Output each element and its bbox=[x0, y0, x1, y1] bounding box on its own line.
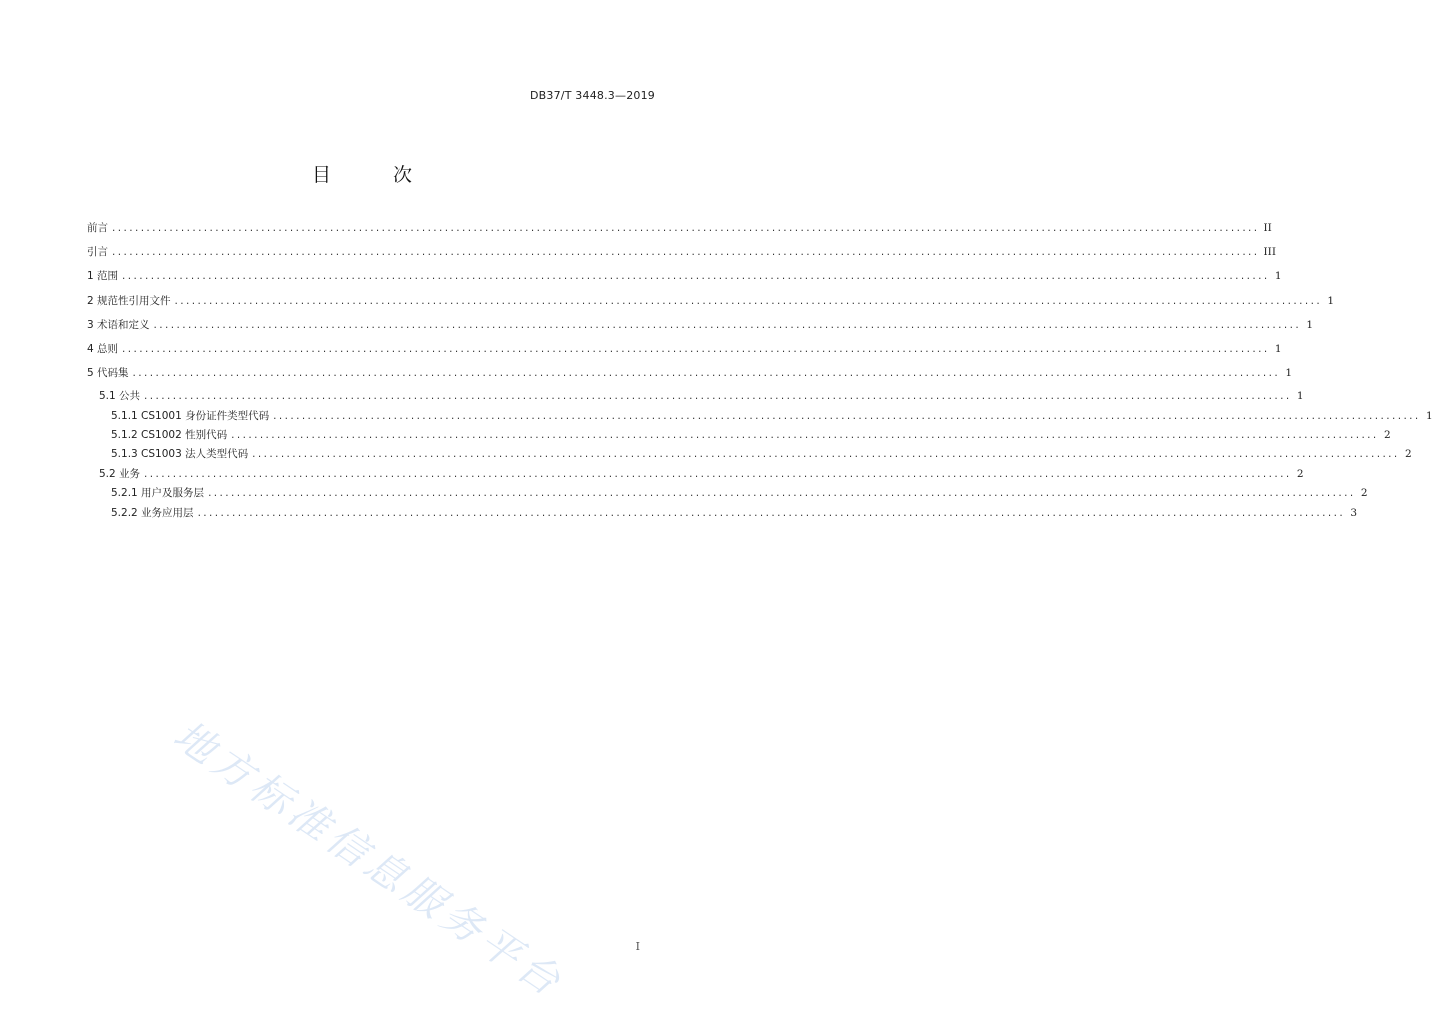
page-number: I bbox=[635, 940, 640, 953]
toc-entry-text: 5.2.2 业务应用层 bbox=[111, 506, 194, 519]
toc-leader-dots: ........................................................................................................................................................................................................ bbox=[231, 429, 1379, 442]
toc-entry[interactable] bbox=[87, 315, 1314, 339]
toc-leader-dots: ........................................................................................................................................................................................................ bbox=[112, 222, 1260, 234]
toc-entry-text: 4 总则 bbox=[87, 342, 119, 355]
toc-entry[interactable] bbox=[87, 266, 1282, 290]
watermark: 地方标准信息服务平台 bbox=[165, 712, 573, 1008]
toc-entry-text: 5.1.1 CS1001 身份证件类型代码 bbox=[111, 409, 270, 422]
toc-entry-page: 1 bbox=[1285, 367, 1293, 380]
toc-entry-page: 1 bbox=[1306, 318, 1314, 331]
toc-leader-dots: ........................................................................................................................................................................................................ bbox=[208, 487, 1356, 500]
toc-leader-dots: ........................................................................................................................................................................................................ bbox=[144, 467, 1292, 480]
toc-entry-text: 3 术语和定义 bbox=[87, 318, 150, 331]
toc-entry-page: II bbox=[1263, 222, 1272, 234]
table-of-contents bbox=[87, 218, 1433, 523]
toc-leader-dots: ........................................................................................................................................................................................................ bbox=[122, 342, 1270, 355]
toc-entry-text: 5.2 业务 bbox=[99, 467, 141, 480]
toc-leader-dots: ........................................................................................................................................................................................................ bbox=[197, 506, 1346, 519]
toc-entry-text: 前言 bbox=[87, 222, 108, 234]
toc-entry-page: 1 bbox=[1274, 270, 1282, 283]
toc-entry-text: 2 规范性引用文件 bbox=[87, 294, 171, 307]
toc-entry-page: 2 bbox=[1296, 467, 1304, 480]
toc-entry[interactable] bbox=[87, 426, 1391, 445]
toc-entry[interactable] bbox=[87, 445, 1412, 464]
toc-entry-text: 引言 bbox=[87, 246, 108, 259]
toc-entry[interactable] bbox=[87, 465, 1304, 484]
toc-title: 目 次 bbox=[311, 164, 441, 186]
toc-entry[interactable] bbox=[87, 291, 1335, 315]
toc-entry[interactable] bbox=[87, 218, 1272, 242]
toc-entry[interactable] bbox=[87, 504, 1358, 523]
toc-entry-page: 2 bbox=[1404, 448, 1412, 461]
toc-entry-page: 2 bbox=[1383, 429, 1391, 442]
document-code: DB37/T 3448.3—2019 bbox=[529, 89, 655, 102]
toc-entry-page: 1 bbox=[1425, 409, 1433, 422]
toc-leader-dots: ........................................................................................................................................................................................................ bbox=[144, 390, 1292, 403]
toc-entry[interactable] bbox=[87, 339, 1282, 363]
toc-entry-text: 5.1 公共 bbox=[99, 390, 141, 403]
toc-entry-page: 1 bbox=[1327, 294, 1335, 307]
toc-leader-dots: ........................................................................................................................................................................................................ bbox=[122, 270, 1270, 283]
toc-leader-dots: ........................................................................................................................................................................................................ bbox=[132, 367, 1281, 380]
toc-entry-text: 5 代码集 bbox=[87, 367, 129, 380]
toc-leader-dots: ........................................................................................................................................................................................................ bbox=[174, 294, 1323, 307]
toc-entry[interactable] bbox=[87, 387, 1304, 406]
toc-entry-text: 5.1.3 CS1003 法人类型代码 bbox=[111, 448, 249, 461]
toc-entry-text: 5.2.1 用户及服务层 bbox=[111, 487, 205, 500]
toc-entry-page: 2 bbox=[1360, 487, 1368, 500]
toc-entry-page: 1 bbox=[1274, 342, 1282, 355]
toc-entry[interactable] bbox=[87, 363, 1293, 387]
toc-entry-page: 1 bbox=[1296, 390, 1304, 403]
toc-entry[interactable] bbox=[87, 407, 1433, 426]
toc-leader-dots: ........................................................................................................................................................................................................ bbox=[112, 246, 1260, 259]
toc-entry-page: III bbox=[1263, 246, 1276, 259]
toc-entry-text: 1 范围 bbox=[87, 270, 119, 283]
toc-entry-page: 3 bbox=[1350, 506, 1358, 519]
toc-leader-dots: ........................................................................................................................................................................................................ bbox=[153, 318, 1302, 331]
toc-entry[interactable] bbox=[87, 242, 1276, 266]
toc-leader-dots: ........................................................................................................................................................................................................ bbox=[252, 448, 1400, 461]
toc-leader-dots: ........................................................................................................................................................................................................ bbox=[273, 409, 1421, 422]
toc-entry-text: 5.1.2 CS1002 性别代码 bbox=[111, 429, 228, 442]
toc-entry[interactable] bbox=[87, 484, 1368, 503]
